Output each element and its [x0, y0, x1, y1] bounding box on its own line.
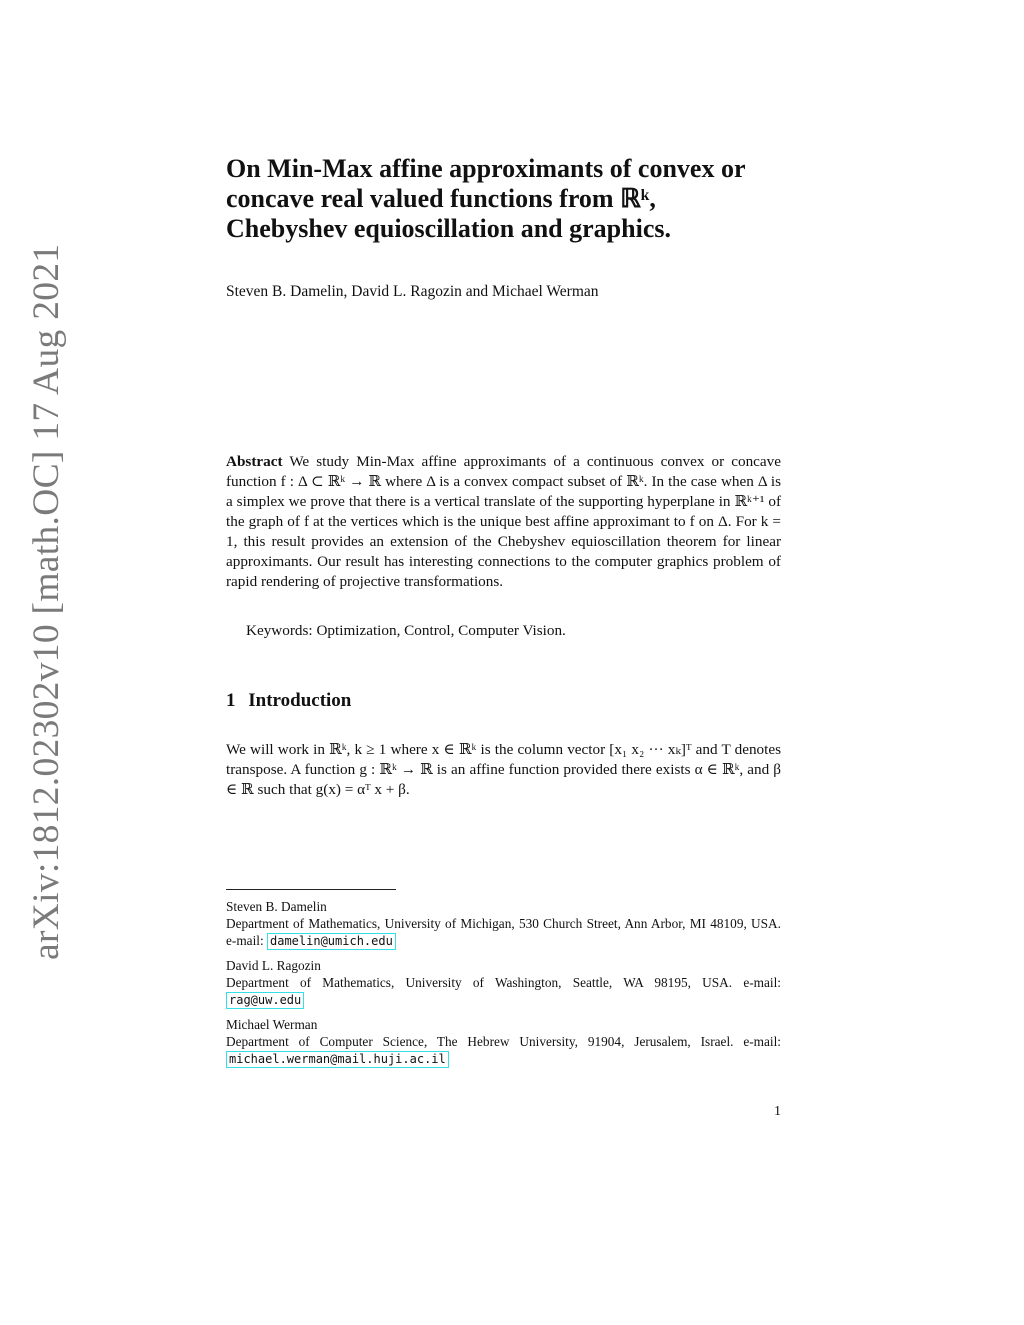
author-list: Steven B. Damelin, David L. Ragozin and Michael Werman	[226, 283, 599, 300]
email-link[interactable]: damelin@umich.edu	[267, 933, 396, 950]
footnote-author-3	[226, 1016, 781, 1068]
footnote-author-name: David L. Ragozin	[226, 958, 321, 973]
email-link[interactable]: rag@uw.edu	[226, 992, 304, 1009]
footnote-affiliation: Department of Computer Science, The Hebrew University, 91904, Jerusalem, Israel. e-mail:	[226, 1034, 781, 1049]
title-line-1: On Min-Max affine approximants of convex or	[226, 154, 746, 183]
section-heading-introduction	[226, 690, 351, 712]
paper-title	[226, 154, 786, 244]
footnote-author-1	[226, 898, 781, 950]
page-number: 1	[774, 1104, 781, 1119]
footnote-affiliation: Department of Mathematics, University of Michigan, 530 Church Street, Ann Arbor, MI 48109, USA. e-mail:	[226, 916, 781, 948]
abstract	[226, 452, 781, 592]
arxiv-identifier-stamp: arXiv:1812.02302v10 [math.OC] 17 Aug 2021	[26, 243, 67, 960]
title-line-2: concave real valued functions from ℝᵏ,	[226, 184, 656, 213]
introduction-paragraph: We will work in ℝᵏ, k ≥ 1 where x ∈ ℝᵏ is the column vector [x₁ x₂ ··· xₖ]ᵀ and T denotes transpose. A function g : ℝᵏ → ℝ is an affine function provided there exists α ∈ ℝᵏ, and β ∈ ℝ such that g(x) = αᵀ x + β.	[226, 741, 781, 798]
title-line-3: Chebyshev equioscillation and graphics.	[226, 214, 671, 243]
abstract-heading: Abstract	[226, 453, 283, 470]
section-title: Introduction	[248, 690, 352, 711]
footnote-rule	[226, 889, 396, 890]
footnote-affiliation: Department of Mathematics, University of Washington, Seattle, WA 98195, USA. e-mail:	[226, 975, 781, 990]
footnote-author-name: Steven B. Damelin	[226, 899, 327, 914]
abstract-text: We study Min-Max affine approximants of a continuous convex or concave function f : Δ ⊂ ℝᵏ → ℝ where Δ is a convex compact subset of ℝᵏ. In the case when Δ is a simplex we prove that there is a vertical translate of the supporting hyperplane in ℝᵏ⁺¹ of the graph of f at the vertices which is the unique best affine approximant to f on Δ. For k = 1, this result provides an extension of the Chebyshev equioscillation theorem for linear approximants. Our result has interesting connections to the computer graphics problem of rapid rendering of projective transformations.	[226, 453, 781, 590]
keywords: Keywords: Optimization, Control, Computer Vision.	[246, 622, 566, 639]
footnote-author-name: Michael Werman	[226, 1017, 318, 1032]
section-number: 1	[226, 690, 236, 711]
footnote-author-2	[226, 957, 781, 1009]
author-footnotes	[226, 898, 781, 1075]
email-link[interactable]: michael.werman@mail.huji.ac.il	[226, 1051, 449, 1068]
